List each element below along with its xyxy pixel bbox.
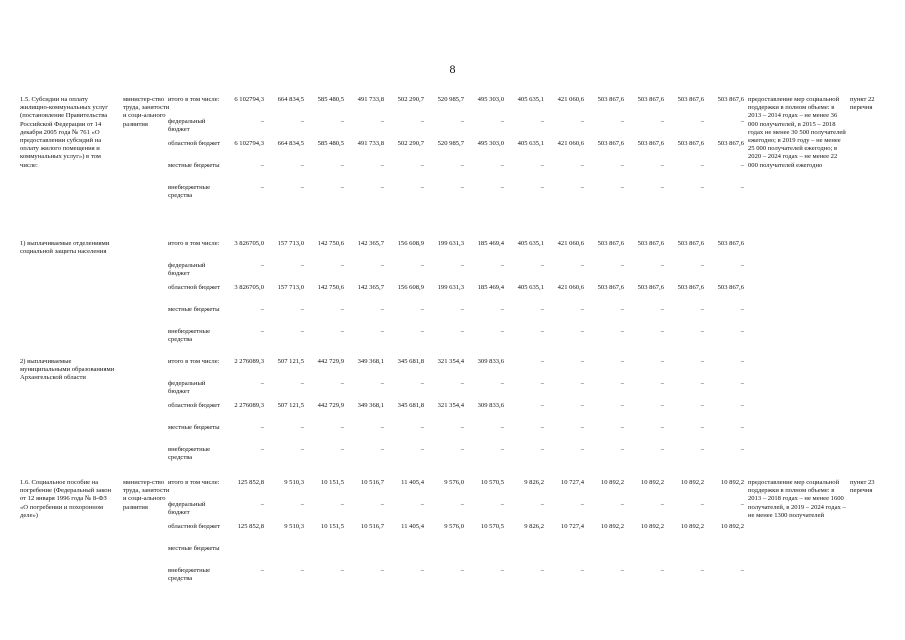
value-cell: 309 833,6 <box>477 358 504 365</box>
value-cell: – <box>700 118 704 125</box>
value-cell: – <box>380 306 384 313</box>
funding-source: областной бюджет <box>168 523 221 530</box>
value-cell: – <box>580 424 584 431</box>
value-cell: 503 867,6 <box>637 284 664 291</box>
value-cell: 6 102794,3 <box>234 140 264 147</box>
value-cell: 2 276089,3 <box>234 402 264 409</box>
value-cell: – <box>540 501 544 508</box>
value-cell: – <box>740 567 744 574</box>
value-cells <box>224 380 754 388</box>
value-cell: – <box>740 402 744 409</box>
value-cell: – <box>300 446 304 453</box>
value-cell: – <box>260 328 264 335</box>
value-cell: – <box>300 501 304 508</box>
value-cell: – <box>540 262 544 269</box>
value-cell: 2 276089,3 <box>234 358 264 365</box>
value-cells <box>224 358 754 366</box>
value-cell: – <box>340 262 344 269</box>
value-cell: – <box>580 162 584 169</box>
value-cell: 502 290,7 <box>397 96 424 103</box>
value-cell: – <box>380 501 384 508</box>
measure-name: 1.5. Субсидии на оплату жилищно-коммунальных услуг (постановление Правительства Российской Федерации от 14 декабря 2005 года № 761 «О предоставлении субсидий на оплату жилого помещения и коммунальных услуг») в том числе: <box>20 96 108 169</box>
value-cell: – <box>420 380 424 387</box>
value-cell: – <box>340 306 344 313</box>
value-cell: – <box>500 446 504 453</box>
value-cell: – <box>620 402 624 409</box>
value-cells <box>224 523 754 531</box>
funding-source: итого в том числе: <box>168 479 220 486</box>
value-cell: – <box>500 567 504 574</box>
value-cells <box>224 240 754 248</box>
value-cell: – <box>740 501 744 508</box>
value-cell: 10 727,4 <box>560 479 584 486</box>
value-cell: – <box>660 567 664 574</box>
value-cell: 503 867,6 <box>597 240 624 247</box>
value-cell: 442 729,9 <box>317 402 344 409</box>
funding-source: местные бюджеты <box>168 306 220 313</box>
funding-source: итого в том числе: <box>168 96 220 103</box>
value-cell: 405 635,1 <box>517 240 544 247</box>
value-cell: 10 516,7 <box>360 479 384 486</box>
funding-source: федеральный бюджет <box>168 118 206 134</box>
value-cell: – <box>700 306 704 313</box>
value-cell: 10 151,5 <box>320 523 344 530</box>
funding-source: областной бюджет <box>168 284 221 291</box>
value-cell: – <box>580 184 584 191</box>
funding-source: местные бюджеты <box>168 424 220 431</box>
value-cell: – <box>500 184 504 191</box>
value-cell: – <box>380 328 384 335</box>
value-cell: – <box>740 184 744 191</box>
executor: министер-ство труда, занятости и соци-ального развития <box>123 479 170 511</box>
value-cell: – <box>660 306 664 313</box>
value-cell: 349 368,1 <box>357 402 384 409</box>
value-cell: 507 121,5 <box>277 358 304 365</box>
value-cell: 421 060,6 <box>557 96 584 103</box>
value-cell: 503 867,6 <box>677 240 704 247</box>
funding-source: внебюджетные средства <box>168 328 211 344</box>
value-cell: 405 635,1 <box>517 96 544 103</box>
value-cell: 125 852,8 <box>237 479 264 486</box>
value-cell: – <box>420 501 424 508</box>
value-cell: – <box>460 262 464 269</box>
value-cell: – <box>340 118 344 125</box>
measure-name: 1) выплачиваемые отделениями социальной защиты населения <box>20 240 110 256</box>
value-cell: 9 510,3 <box>284 523 304 530</box>
value-cell: – <box>500 162 504 169</box>
value-cell: 142 365,7 <box>357 284 384 291</box>
value-cell: – <box>660 328 664 335</box>
value-cell: – <box>540 380 544 387</box>
value-cell: – <box>540 306 544 313</box>
value-cell: 10 892,2 <box>600 523 624 530</box>
value-cell: 125 852,8 <box>237 523 264 530</box>
value-cell: 9 576,0 <box>444 479 464 486</box>
value-cell: – <box>740 380 744 387</box>
value-cell: – <box>580 306 584 313</box>
value-cell: 345 681,8 <box>397 402 424 409</box>
value-cell: – <box>460 162 464 169</box>
value-cell: – <box>540 162 544 169</box>
value-cell: – <box>740 162 744 169</box>
value-cell: – <box>500 424 504 431</box>
value-cell: 503 867,6 <box>717 240 744 247</box>
value-cell: – <box>740 262 744 269</box>
value-cell: – <box>340 162 344 169</box>
value-cell: 11 405,4 <box>401 523 424 530</box>
value-cells <box>224 284 754 292</box>
value-cell: – <box>580 501 584 508</box>
value-cell: 10 892,2 <box>600 479 624 486</box>
value-cell: 185 469,4 <box>477 240 504 247</box>
value-cell: 345 681,8 <box>397 358 424 365</box>
value-cell: – <box>660 162 664 169</box>
value-cell: – <box>700 402 704 409</box>
value-cell: 502 290,7 <box>397 140 424 147</box>
value-cell: – <box>380 380 384 387</box>
value-cell: – <box>660 446 664 453</box>
value-cell: – <box>500 328 504 335</box>
value-cell: 503 867,6 <box>637 96 664 103</box>
value-cell: – <box>460 184 464 191</box>
value-cell: – <box>300 306 304 313</box>
value-cell: – <box>620 118 624 125</box>
funding-source: федеральный бюджет <box>168 380 206 396</box>
value-cell: 10 570,5 <box>480 523 504 530</box>
value-cells <box>224 328 754 336</box>
value-cell: 10 892,2 <box>640 479 664 486</box>
value-cell: – <box>620 262 624 269</box>
value-cell: – <box>260 306 264 313</box>
value-cell: – <box>540 446 544 453</box>
value-cell: – <box>700 262 704 269</box>
value-cell: 503 867,6 <box>677 284 704 291</box>
value-cells <box>224 446 754 454</box>
value-cell: – <box>340 328 344 335</box>
value-cells <box>224 424 754 432</box>
value-cell: – <box>700 501 704 508</box>
value-cell: – <box>260 162 264 169</box>
value-cell: 3 826705,0 <box>234 284 264 291</box>
value-cell: – <box>420 184 424 191</box>
value-cell: – <box>580 446 584 453</box>
value-cell: 349 368,1 <box>357 358 384 365</box>
value-cell: 156 608,9 <box>397 240 424 247</box>
value-cell: 585 480,5 <box>317 140 344 147</box>
value-cell: 157 713,0 <box>277 240 304 247</box>
funding-source: внебюджетные средства <box>168 184 211 200</box>
value-cell: 321 354,4 <box>437 358 464 365</box>
value-cell: – <box>540 184 544 191</box>
value-cell: 3 826705,0 <box>234 240 264 247</box>
value-cell: – <box>460 501 464 508</box>
value-cells <box>224 306 754 314</box>
value-cell: 503 867,6 <box>717 96 744 103</box>
value-cell: – <box>260 446 264 453</box>
value-cells <box>224 567 754 575</box>
value-cell: 321 354,4 <box>437 402 464 409</box>
value-cell: 199 631,3 <box>437 284 464 291</box>
value-cell: – <box>620 380 624 387</box>
value-cell: – <box>740 328 744 335</box>
funding-source: местные бюджеты <box>168 162 220 169</box>
value-cell: 10 892,2 <box>720 523 744 530</box>
page-number: 8 <box>449 62 456 76</box>
value-cell: – <box>660 402 664 409</box>
value-cell: – <box>700 380 704 387</box>
value-cell: – <box>380 162 384 169</box>
value-cell: 507 121,5 <box>277 402 304 409</box>
value-cell: – <box>300 118 304 125</box>
value-cells <box>224 96 754 104</box>
value-cells <box>224 140 754 148</box>
value-cell: – <box>620 501 624 508</box>
value-cell: – <box>660 424 664 431</box>
value-cell: – <box>340 424 344 431</box>
value-cell: 520 985,7 <box>437 96 464 103</box>
value-cell: – <box>740 358 744 365</box>
value-cell: – <box>380 184 384 191</box>
value-cell: 9 826,2 <box>524 479 544 486</box>
value-cell: 142 365,7 <box>357 240 384 247</box>
value-cell: – <box>500 306 504 313</box>
value-cell: – <box>340 446 344 453</box>
funding-source: итого в том числе: <box>168 240 220 247</box>
value-cell: – <box>620 567 624 574</box>
value-cell: – <box>620 358 624 365</box>
measure-name: 1.6. Социальное пособие на погребение (Федеральный закон от 12 января 1996 года № 8-ФЗ «О погребении и похоронном деле») <box>20 479 112 519</box>
value-cell: 503 867,6 <box>637 240 664 247</box>
value-cell: – <box>540 567 544 574</box>
value-cell: – <box>460 380 464 387</box>
value-cell: – <box>380 567 384 574</box>
funding-source: итого в том числе: <box>168 358 220 365</box>
value-cell: 10 727,4 <box>560 523 584 530</box>
value-cell: – <box>540 328 544 335</box>
value-cell: – <box>340 380 344 387</box>
value-cell: 6 102794,3 <box>234 96 264 103</box>
value-cell: – <box>580 380 584 387</box>
value-cells <box>224 479 754 487</box>
value-cell: – <box>700 567 704 574</box>
value-cell: 405 635,1 <box>517 284 544 291</box>
value-cell: – <box>260 501 264 508</box>
value-cell: – <box>620 184 624 191</box>
value-cell: 520 985,7 <box>437 140 464 147</box>
value-cell: 9 576,0 <box>444 523 464 530</box>
value-cell: 421 060,6 <box>557 284 584 291</box>
value-cell: 503 867,6 <box>597 140 624 147</box>
value-cell: 491 733,8 <box>357 140 384 147</box>
value-cell: – <box>300 424 304 431</box>
value-cell: – <box>500 501 504 508</box>
value-cells <box>224 184 754 192</box>
value-cell: – <box>380 424 384 431</box>
value-cells <box>224 402 754 410</box>
funding-source: областной бюджет <box>168 140 221 147</box>
value-cell: – <box>300 162 304 169</box>
executor: министер-ство труда, занятости и соци-ального развития <box>123 96 170 128</box>
value-cell: – <box>660 262 664 269</box>
value-cell: – <box>740 118 744 125</box>
value-cell: – <box>580 567 584 574</box>
value-cell: – <box>300 328 304 335</box>
value-cell: – <box>420 424 424 431</box>
value-cell: 495 303,0 <box>477 140 504 147</box>
funding-source: внебюджетные средства <box>168 567 211 583</box>
value-cell: 156 608,9 <box>397 284 424 291</box>
value-cell: 10 892,2 <box>680 523 704 530</box>
value-cell: 157 713,0 <box>277 284 304 291</box>
value-cell: – <box>580 118 584 125</box>
value-cell: – <box>540 358 544 365</box>
value-cells <box>224 262 754 270</box>
value-cell: – <box>740 446 744 453</box>
value-cells <box>224 118 754 126</box>
value-cell: – <box>700 184 704 191</box>
list-point: пункт 22 перечня <box>850 96 875 112</box>
value-cell: – <box>380 262 384 269</box>
value-cell: – <box>340 567 344 574</box>
value-cell: 503 867,6 <box>717 284 744 291</box>
value-cell: – <box>580 402 584 409</box>
value-cell: – <box>660 380 664 387</box>
value-cell: – <box>260 118 264 125</box>
value-cell: – <box>660 184 664 191</box>
measure-name: 2) выплачиваемые муниципальными образованиями Архангельской области <box>20 358 115 382</box>
value-cell: – <box>420 262 424 269</box>
value-cell: – <box>700 358 704 365</box>
value-cell: 442 729,9 <box>317 358 344 365</box>
value-cell: – <box>300 567 304 574</box>
value-cell: 495 303,0 <box>477 96 504 103</box>
value-cell: – <box>540 424 544 431</box>
value-cell: – <box>500 118 504 125</box>
value-cell: – <box>700 424 704 431</box>
value-cell: – <box>580 358 584 365</box>
value-cell: – <box>380 446 384 453</box>
value-cell: – <box>260 380 264 387</box>
value-cell: – <box>620 446 624 453</box>
value-cell: – <box>620 328 624 335</box>
value-cell: 503 867,6 <box>637 140 664 147</box>
value-cell: 664 834,5 <box>277 140 304 147</box>
value-cell: – <box>660 501 664 508</box>
value-cell: 491 733,8 <box>357 96 384 103</box>
value-cell: – <box>420 162 424 169</box>
value-cell: – <box>460 446 464 453</box>
value-cell: 503 867,6 <box>597 284 624 291</box>
value-cell: 421 060,6 <box>557 140 584 147</box>
value-cell: 142 750,6 <box>317 284 344 291</box>
value-cell: – <box>380 118 384 125</box>
value-cell: 503 867,6 <box>597 96 624 103</box>
value-cell: – <box>500 380 504 387</box>
value-cell: – <box>700 328 704 335</box>
value-cell: – <box>460 424 464 431</box>
value-cell: – <box>460 118 464 125</box>
value-cell: – <box>300 184 304 191</box>
value-cell: 10 516,7 <box>360 523 384 530</box>
funding-source: местные бюджеты <box>168 545 220 552</box>
value-cell: 309 833,6 <box>477 402 504 409</box>
value-cell: – <box>660 358 664 365</box>
value-cell: 10 892,2 <box>680 479 704 486</box>
value-cell: 503 867,6 <box>677 96 704 103</box>
value-cell: – <box>740 424 744 431</box>
list-point: пункт 23 перечня <box>850 479 875 495</box>
value-cell: – <box>460 306 464 313</box>
value-cell: – <box>340 501 344 508</box>
value-cell: 10 570,5 <box>480 479 504 486</box>
value-cell: – <box>260 567 264 574</box>
value-cell: 142 750,6 <box>317 240 344 247</box>
value-cell: – <box>340 184 344 191</box>
value-cell: – <box>260 424 264 431</box>
value-cell: 405 635,1 <box>517 140 544 147</box>
value-cell: – <box>740 306 744 313</box>
value-cell: – <box>420 446 424 453</box>
value-cell: 664 834,5 <box>277 96 304 103</box>
value-cell: 585 480,5 <box>317 96 344 103</box>
value-cell: 421 060,6 <box>557 240 584 247</box>
value-cell: – <box>660 118 664 125</box>
value-cell: 199 631,3 <box>437 240 464 247</box>
value-cell: – <box>300 262 304 269</box>
value-cell: – <box>260 184 264 191</box>
value-cell: – <box>300 380 304 387</box>
value-cell: – <box>620 162 624 169</box>
value-cell: – <box>420 118 424 125</box>
value-cell: – <box>620 424 624 431</box>
value-cell: – <box>700 162 704 169</box>
value-cell: – <box>420 328 424 335</box>
value-cell: – <box>580 262 584 269</box>
value-cell: 185 469,4 <box>477 284 504 291</box>
value-cell: – <box>460 567 464 574</box>
value-cell: – <box>540 402 544 409</box>
value-cell: – <box>620 306 624 313</box>
value-cells <box>224 501 754 509</box>
value-cell: – <box>540 118 544 125</box>
value-cell: – <box>500 262 504 269</box>
value-cell: – <box>460 328 464 335</box>
value-cell: 10 151,5 <box>320 479 344 486</box>
value-cell: – <box>420 567 424 574</box>
value-cell: 10 892,2 <box>640 523 664 530</box>
value-cell: 9 510,3 <box>284 479 304 486</box>
expected-results: предоставление мер социальной поддержки в полном объеме: в 2013 – 2018 годах – не менее 1600 получателей, в 2019 – 2024 годах – не менее 1300 получателей <box>748 479 846 519</box>
value-cell: 503 867,6 <box>677 140 704 147</box>
funding-source: областной бюджет <box>168 402 221 409</box>
value-cell: – <box>700 446 704 453</box>
value-cell: 11 405,4 <box>401 479 424 486</box>
value-cell: 10 892,2 <box>720 479 744 486</box>
value-cells <box>224 162 754 170</box>
funding-source: внебюджетные средства <box>168 446 211 462</box>
funding-source: федеральный бюджет <box>168 262 206 278</box>
funding-source: федеральный бюджет <box>168 501 206 517</box>
value-cell: – <box>580 328 584 335</box>
value-cell: 503 867,6 <box>717 140 744 147</box>
value-cell: – <box>260 262 264 269</box>
value-cell: – <box>420 306 424 313</box>
value-cell: 9 826,2 <box>524 523 544 530</box>
expected-results: предоставление мер социальной поддержки в полном объеме: в 2013 – 2014 годах – не менее 36 000 получателей, в 2015 – 2018 годах не менее 30 500 получателей ежегодно; в 2019 году – не менее 25 000 получателей ежегодно; в 2020 – 2024 годах – не менее 22 000 получателей ежегодно <box>748 96 846 169</box>
